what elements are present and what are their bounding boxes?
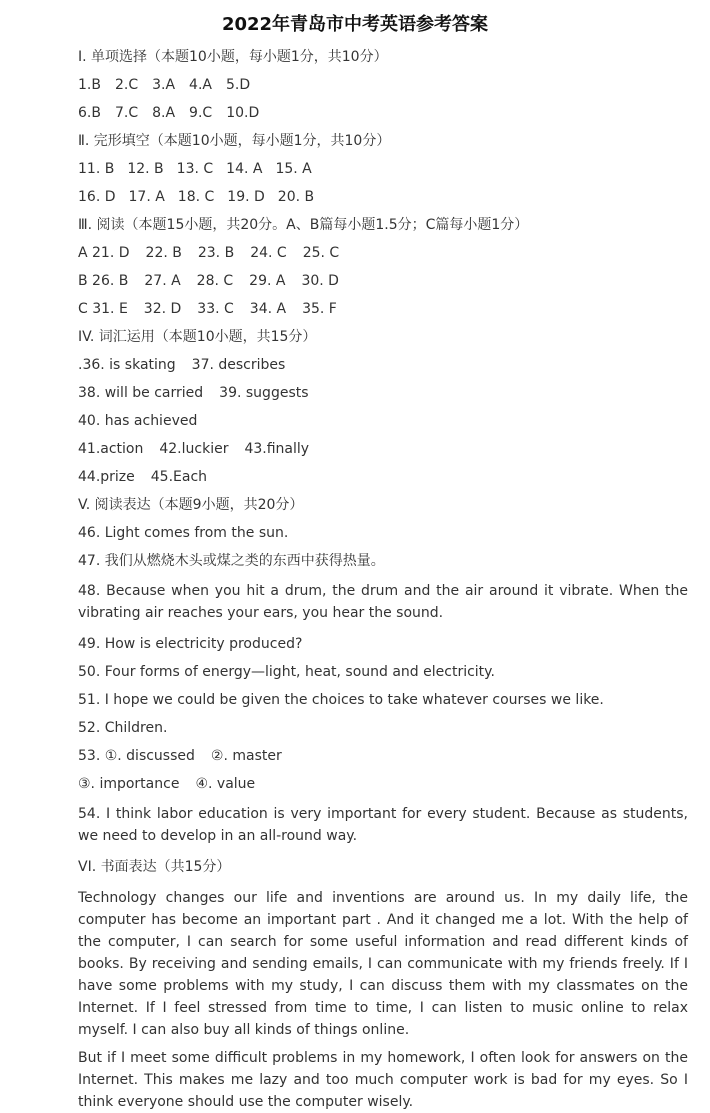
answer-item: 20. B <box>277 189 315 205</box>
answer-item: 16. D <box>78 189 116 205</box>
answer-53-row-2 <box>78 770 688 798</box>
answer-item: 28. C <box>196 273 234 289</box>
section-6-heading: VI. 书面表达（共15分） <box>78 859 231 875</box>
answer-item: 42.luckier <box>159 441 229 457</box>
answer-item: 33. C <box>197 301 234 317</box>
answer-item: 8.A <box>152 105 176 121</box>
answer-item: 14. A <box>226 161 263 177</box>
answer-item: 13. C <box>176 161 214 177</box>
answer-item: 7.C <box>114 105 139 121</box>
answer-46: 46. Light comes from the sun. <box>78 525 289 541</box>
answer-item: B 26. B <box>78 273 129 289</box>
answer-item: 5.D <box>225 77 251 93</box>
section-3-row-a <box>78 239 688 267</box>
document-title: 2022年青岛市中考英语参考答案 <box>221 14 489 35</box>
answer-item: 40. has achieved <box>78 413 198 429</box>
answer-item: 15. A <box>275 161 312 177</box>
answer-item: 3.A <box>152 77 176 93</box>
answer-item: 25. C <box>302 245 340 261</box>
answer-item: 41.action <box>78 441 144 457</box>
answer-item: 12. B <box>127 161 164 177</box>
section-2-row-1 <box>78 155 688 183</box>
answer-content <box>78 43 688 1113</box>
section-4-heading: IV. 词汇运用（本题10小题，共15分） <box>78 329 317 345</box>
answer-item: 1.B <box>78 77 101 93</box>
section-4-row-4 <box>78 435 688 463</box>
section-4-row-5 <box>78 463 688 491</box>
answer-item: A 21. D <box>78 245 130 261</box>
answer-53-row-1 <box>78 742 688 770</box>
answer-item: ③. importance <box>78 776 180 792</box>
answer-item: 9.C <box>189 105 213 121</box>
section-4-row-2 <box>78 379 688 407</box>
answer-item: 27. A <box>144 273 181 289</box>
section-3-row-b <box>78 267 688 295</box>
answer-item: 53. ①. discussed <box>78 748 195 764</box>
answer-48: 48. Because when you hit a drum, the drum and the air around it vibrate. When the vibrating air reaches your ears, you hear the sound. <box>78 583 688 621</box>
essay-paragraph-1: Technology changes our life and inventions are around us. In my daily life, the computer has become an important part . And it changed me a lot. With the help of the computer, I can search for some useful information and read different kinds of books. By receiving and sending emails, I can communicate with my friends freely. If I have some problems with my study, I can discuss them with my classmates on the Internet. If I feel stressed from time to time, I can listen to music online to relax myself. I can also buy all kinds of things online. <box>78 890 688 1038</box>
essay-paragraph-2: But if I meet some difficult problems in my homework, I often look for answers on the Internet. This makes me lazy and too much computer work is bad for my eyes. So I think everyone should use the computer wisely. <box>78 1050 688 1110</box>
section-3-heading: Ⅲ. 阅读（本题15小题，共20分。A、B篇每小题1.5分；C篇每小题1分） <box>78 217 529 233</box>
answer-item: C 31. E <box>78 301 128 317</box>
section-2-heading: Ⅱ. 完形填空（本题10小题，每小题1分，共10分） <box>78 133 391 149</box>
answer-item: ②. master <box>210 748 282 764</box>
answer-item: 11. B <box>78 161 115 177</box>
answer-47: 47. 我们从燃烧木头或煤之类的东西中获得热量。 <box>78 553 385 569</box>
section-2-row-2 <box>78 183 688 211</box>
answer-item: 32. D <box>143 301 182 317</box>
answer-item: 2.C <box>114 77 139 93</box>
answer-item: 29. A <box>249 273 286 289</box>
section-1-heading: I. 单项选择（本题10小题，每小题1分，共10分） <box>78 49 388 65</box>
section-1-row-2 <box>78 99 688 127</box>
section-4-row-3 <box>78 407 688 435</box>
answer-item: 30. D <box>301 273 339 289</box>
answer-item: 24. C <box>250 245 287 261</box>
answer-51: 51. I hope we could be given the choices to take whatever courses we like. <box>78 692 604 708</box>
answer-item: 6.B <box>78 105 101 121</box>
section-5-heading: V. 阅读表达（本题9小题，共20分） <box>78 497 304 513</box>
answer-item: 39. suggests <box>219 385 309 401</box>
answer-49: 49. How is electricity produced? <box>78 636 303 652</box>
answer-50: 50. Four forms of energy—light, heat, sound and electricity. <box>78 664 495 680</box>
section-4-row-1 <box>78 351 688 379</box>
answer-item: 17. A <box>128 189 165 205</box>
answer-item: 18. C <box>177 189 215 205</box>
answer-item: 22. B <box>145 245 182 261</box>
answer-item: 23. B <box>197 245 235 261</box>
answer-item: 10.D <box>226 105 260 121</box>
answer-54: 54. I think labor education is very important for every student. Because as students, we need to develop in an all-round way. <box>78 806 688 844</box>
answer-item: 4.A <box>189 77 212 93</box>
answer-item: 35. F <box>302 301 337 317</box>
answer-item: 44.prize <box>78 469 135 485</box>
answer-item: 37. describes <box>191 357 286 373</box>
answer-52: 52. Children. <box>78 720 168 736</box>
answer-item: 45.Each <box>150 469 208 485</box>
answer-item: 38. will be carried <box>78 385 204 401</box>
answer-item: .36. is skating <box>78 357 176 373</box>
answer-item: ④. value <box>195 776 256 792</box>
answer-item: 19. D <box>227 189 265 205</box>
section-3-row-c <box>78 295 688 323</box>
answer-item: 43.finally <box>244 441 310 457</box>
section-1-row-1 <box>78 71 688 99</box>
answer-item: 34. A <box>249 301 287 317</box>
